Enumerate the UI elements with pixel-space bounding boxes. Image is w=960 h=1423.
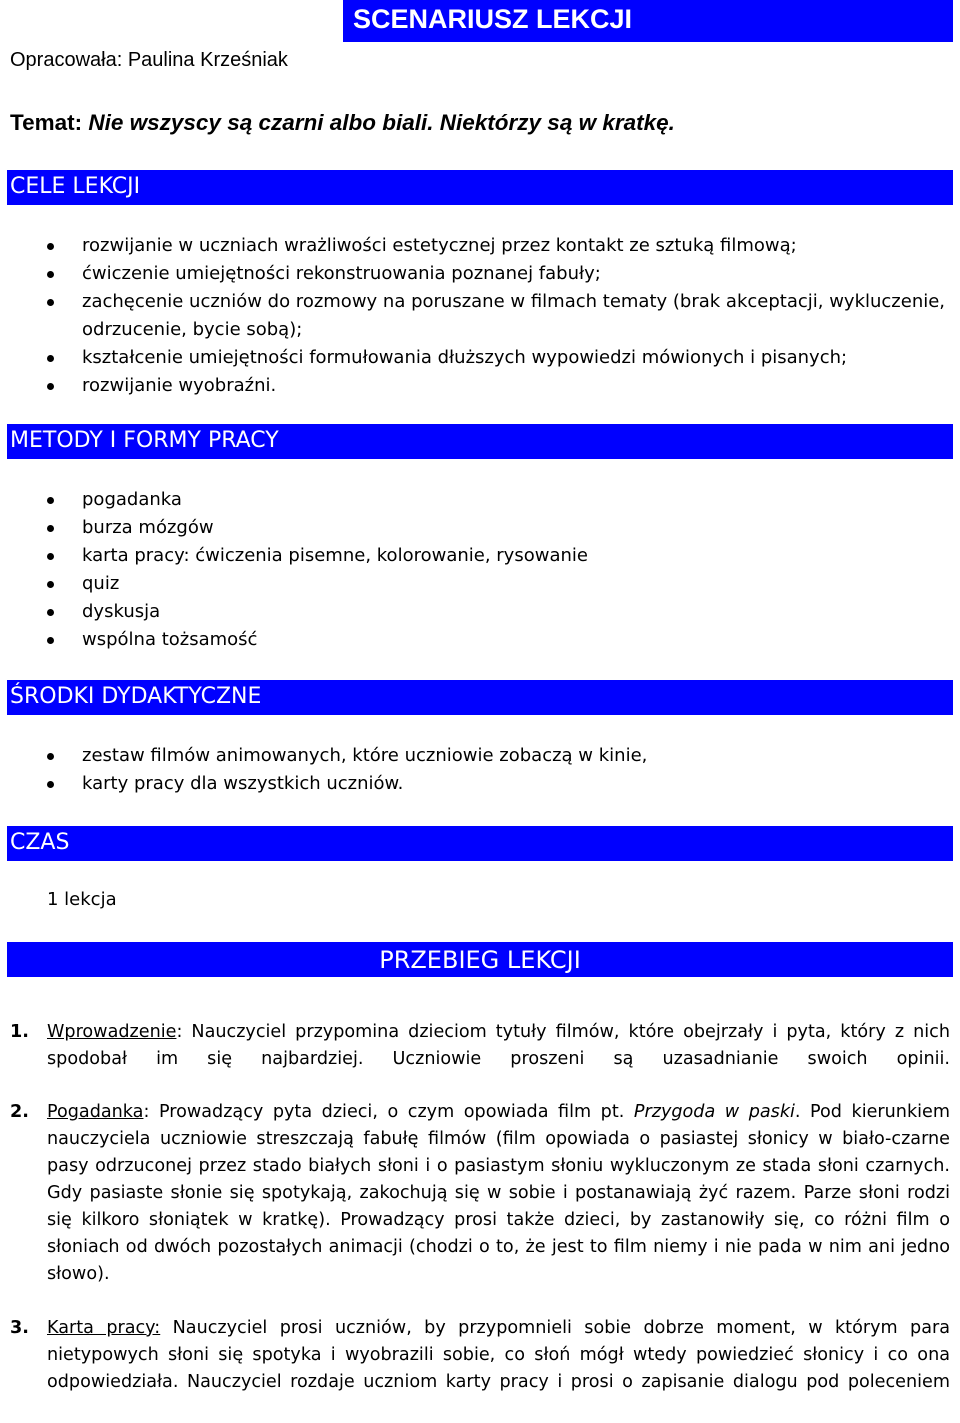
step-body xyxy=(47,1019,950,1100)
section-heading: CZAS xyxy=(10,830,70,855)
list-item: zachęcenie uczniów do rozmowy na poruszane w filmach tematy (brak akceptacji, wykluczenie, odrzucenie, bycie sobą); xyxy=(0,288,950,344)
list-item: zestaw filmów animowanych, które uczniowie zobaczą w kinie, xyxy=(0,742,950,770)
section-heading: PRZEBIEG LEKCJI xyxy=(379,946,581,974)
list-item: rozwijanie wyobraźni. xyxy=(0,372,950,400)
step-body xyxy=(47,1099,950,1315)
step-label: Karta pracy: xyxy=(47,1318,161,1338)
step-body xyxy=(47,1315,950,1423)
step-text: Nauczyciel prosi uczniów, by przypomnieli sobie dobrze moment, w którym para nietypowych słoni się spotyka i wyobrazili sobie, co słoń mógł wtedy powiedzieć słonicy i co ona odpowiedziała. Nauczyciel rozdaje uczniom karty pracy i prosi o zapisanie dialogu pod poleceniem xyxy=(47,1318,950,1392)
section-header-czas xyxy=(7,826,953,861)
topic-label: Temat: xyxy=(10,110,83,135)
step-number: 2. xyxy=(10,1102,29,1122)
section-header-cele xyxy=(7,170,953,205)
materials-list xyxy=(0,742,950,798)
film-title: Przygoda w paski xyxy=(633,1102,795,1122)
list-item: pogadanka xyxy=(0,486,950,514)
list-item: wspólna tożsamość xyxy=(0,626,950,654)
step-number: 1. xyxy=(10,1022,29,1042)
step-label: Pogadanka xyxy=(47,1102,144,1122)
step-text: . Pod kierunkiem nauczyciela uczniowie streszczają fabułę filmów (film opowiada o pasiastej słonicy w biało-czarne pasy odrzuconej przez stado białych słoni i o pasiastym słoniu wykluczonym ze stada słoni czarnych. Gdy pasiaste słonie się spotykają, zakochują się w sobie i postanawiają żyć razem. Parze słoni rodzi się kilkoro słoniątek w kratkę). Prowadzący prosi także dzieci, by zastanowiły się, co różni film o słoniach od dwóch pozostałych animacji (chodzi o to, że jest to film niemy i nie pada w nim ani jedno słowo). xyxy=(47,1102,950,1284)
step-number: 3. xyxy=(10,1318,29,1338)
section-header-przebieg xyxy=(7,942,953,977)
section-heading: METODY I FORMY PRACY xyxy=(10,428,279,453)
step-3 xyxy=(10,1315,950,1423)
step-label: Wprowadzenie xyxy=(47,1022,177,1042)
list-item: burza mózgów xyxy=(0,514,950,542)
list-item: quiz xyxy=(0,570,950,598)
time-value: 1 lekcja xyxy=(47,889,117,910)
goals-list xyxy=(0,232,950,400)
list-item: ćwiczenie umiejętności rekonstruowania poznanej fabuły; xyxy=(0,260,950,288)
section-header-metody xyxy=(7,424,953,459)
step-separator: : xyxy=(176,1022,183,1042)
step-2 xyxy=(10,1099,950,1315)
step-text: Prowadzący pyta dzieci, o czym opowiada film pt. xyxy=(149,1102,634,1122)
author-line: Opracowała: Paulina Krześniak xyxy=(10,49,288,71)
topic-line xyxy=(10,110,675,136)
section-heading: ŚRODKI DYDAKTYCZNE xyxy=(10,684,262,709)
list-item: rozwijanie w uczniach wrażliwości estetycznej przez kontakt ze sztuką filmową; xyxy=(0,232,950,260)
step-1 xyxy=(10,1019,950,1100)
section-header-srodki xyxy=(7,680,953,715)
step-separator: : xyxy=(143,1102,150,1122)
list-item: kształcenie umiejętności formułowania dłuższych wypowiedzi mówionych i pisanych; xyxy=(0,344,950,372)
section-heading: CELE LEKCJI xyxy=(10,174,141,199)
list-item: karty pracy dla wszystkich uczniów. xyxy=(0,770,950,798)
list-item: dyskusja xyxy=(0,598,950,626)
document-title-bar xyxy=(343,0,953,42)
document-title: SCENARIUSZ LEKCJI xyxy=(353,4,633,34)
methods-list xyxy=(0,486,950,654)
step-text: Nauczyciel przypomina dzieciom tytuły filmów, które obejrzały i pyta, który z nich spodobał im się najbardziej. Uczniowie proszeni są uzasadnianie swoich opinii. xyxy=(47,1022,950,1069)
list-item: karta pracy: ćwiczenia pisemne, kolorowanie, rysowanie xyxy=(0,542,950,570)
topic-title: Nie wszyscy są czarni albo biali. Niektórzy są w kratkę. xyxy=(88,110,675,135)
